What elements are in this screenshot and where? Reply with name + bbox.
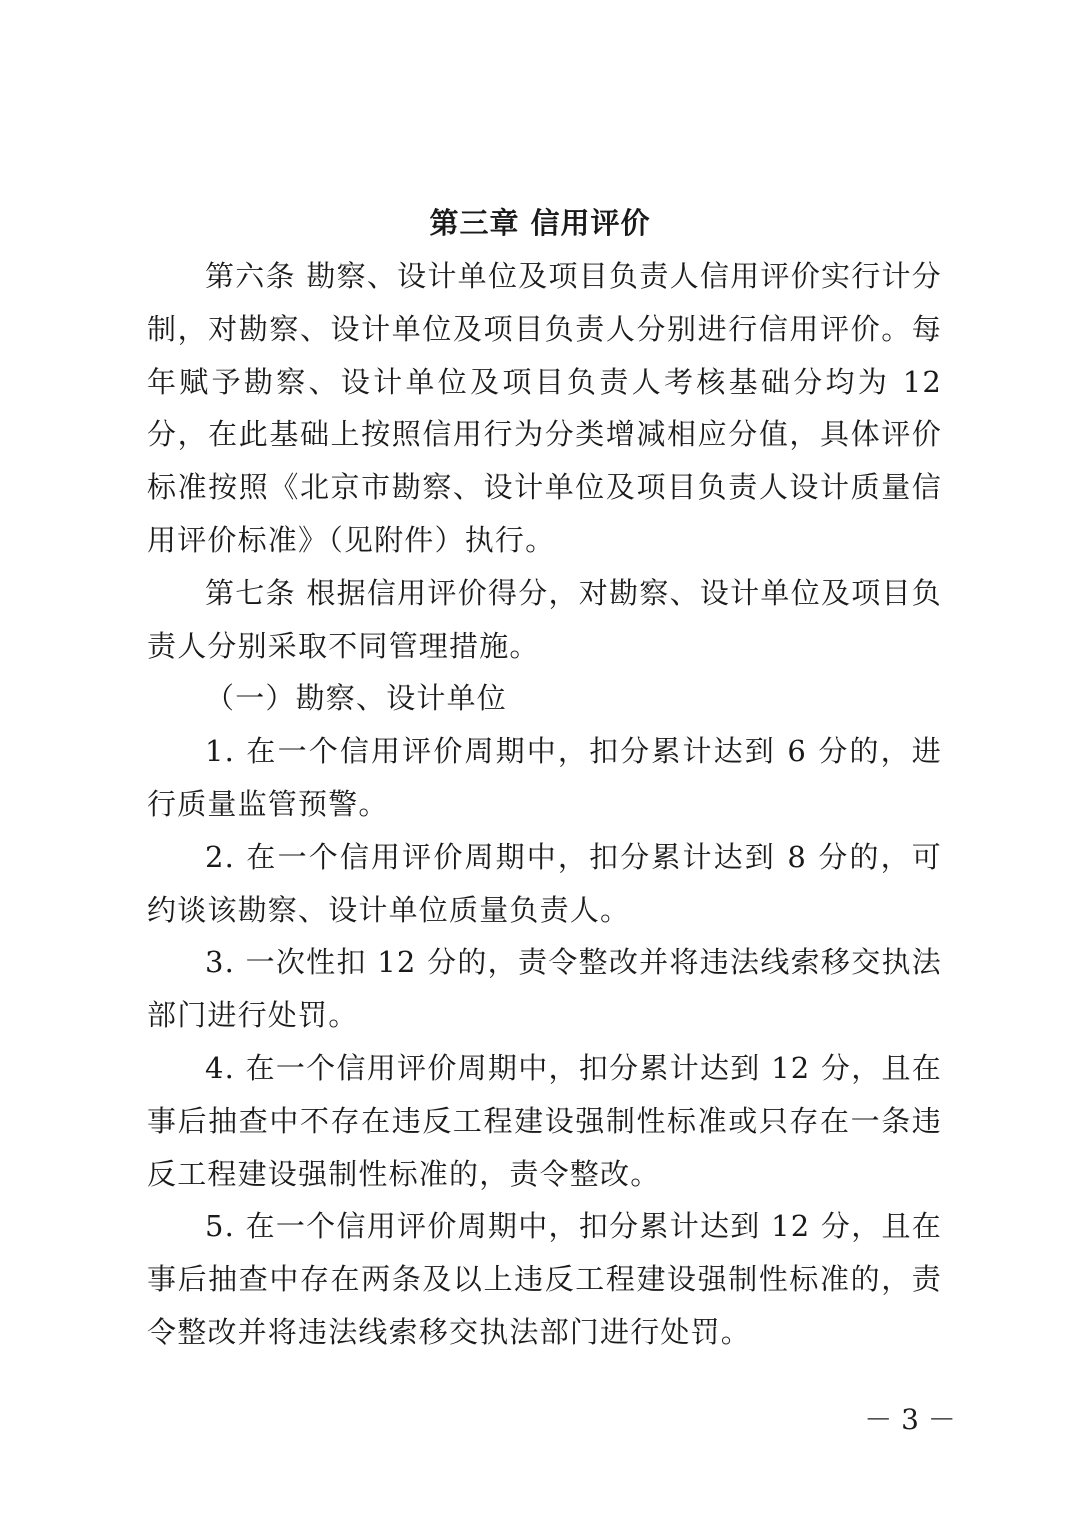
- list-item-5: 5. 在一个信用评价周期中，扣分累计达到 12 分，且在事后抽查中存在两条及以上违反工程建设强制性标准的，责令整改并将违法线索移交执法部门进行处罚。: [147, 1209, 942, 1349]
- article-6-paragraph: 第六条 勘察、设计单位及项目负责人信用评价实行计分制，对勘察、设计单位及项目负责人分别进行信用评价。每年赋予勘察、设计单位及项目负责人考核基础分均为 12 分，在此基础上按照信用行为分类增减相应分值，具体评价标准按照《北京市勘察、设计单位及项目负责人设计质量信用评价标准》（见附件）执行。: [147, 259, 942, 557]
- list-item-4: 4. 在一个信用评价周期中，扣分累计达到 12 分，且在事后抽查中不存在违反工程建设强制性标准或只存在一条违反工程建设强制性标准的，责令整改。: [147, 1050, 942, 1191]
- list-item-3: 3. 一次性扣 12 分的，责令整改并将违法线索移交执法部门进行处罚。: [147, 945, 942, 1033]
- list-item-1: 1. 在一个信用评价周期中，扣分累计达到 6 分的，进行质量监管预警。: [147, 734, 942, 821]
- section-heading-units: （一）勘察、设计单位: [205, 681, 508, 716]
- chapter-title: 第三章 信用评价: [429, 206, 651, 240]
- article-7-paragraph: 第七条 根据信用评价得分，对勘察、设计单位及项目负责人分别采取不同管理措施。: [147, 575, 942, 663]
- page-number: － 3 －: [864, 1403, 956, 1436]
- list-item-2: 2. 在一个信用评价周期中，扣分累计达到 8 分的，可约谈该勘察、设计单位质量负责人。: [147, 839, 942, 927]
- document-body: [147, 250, 942, 1359]
